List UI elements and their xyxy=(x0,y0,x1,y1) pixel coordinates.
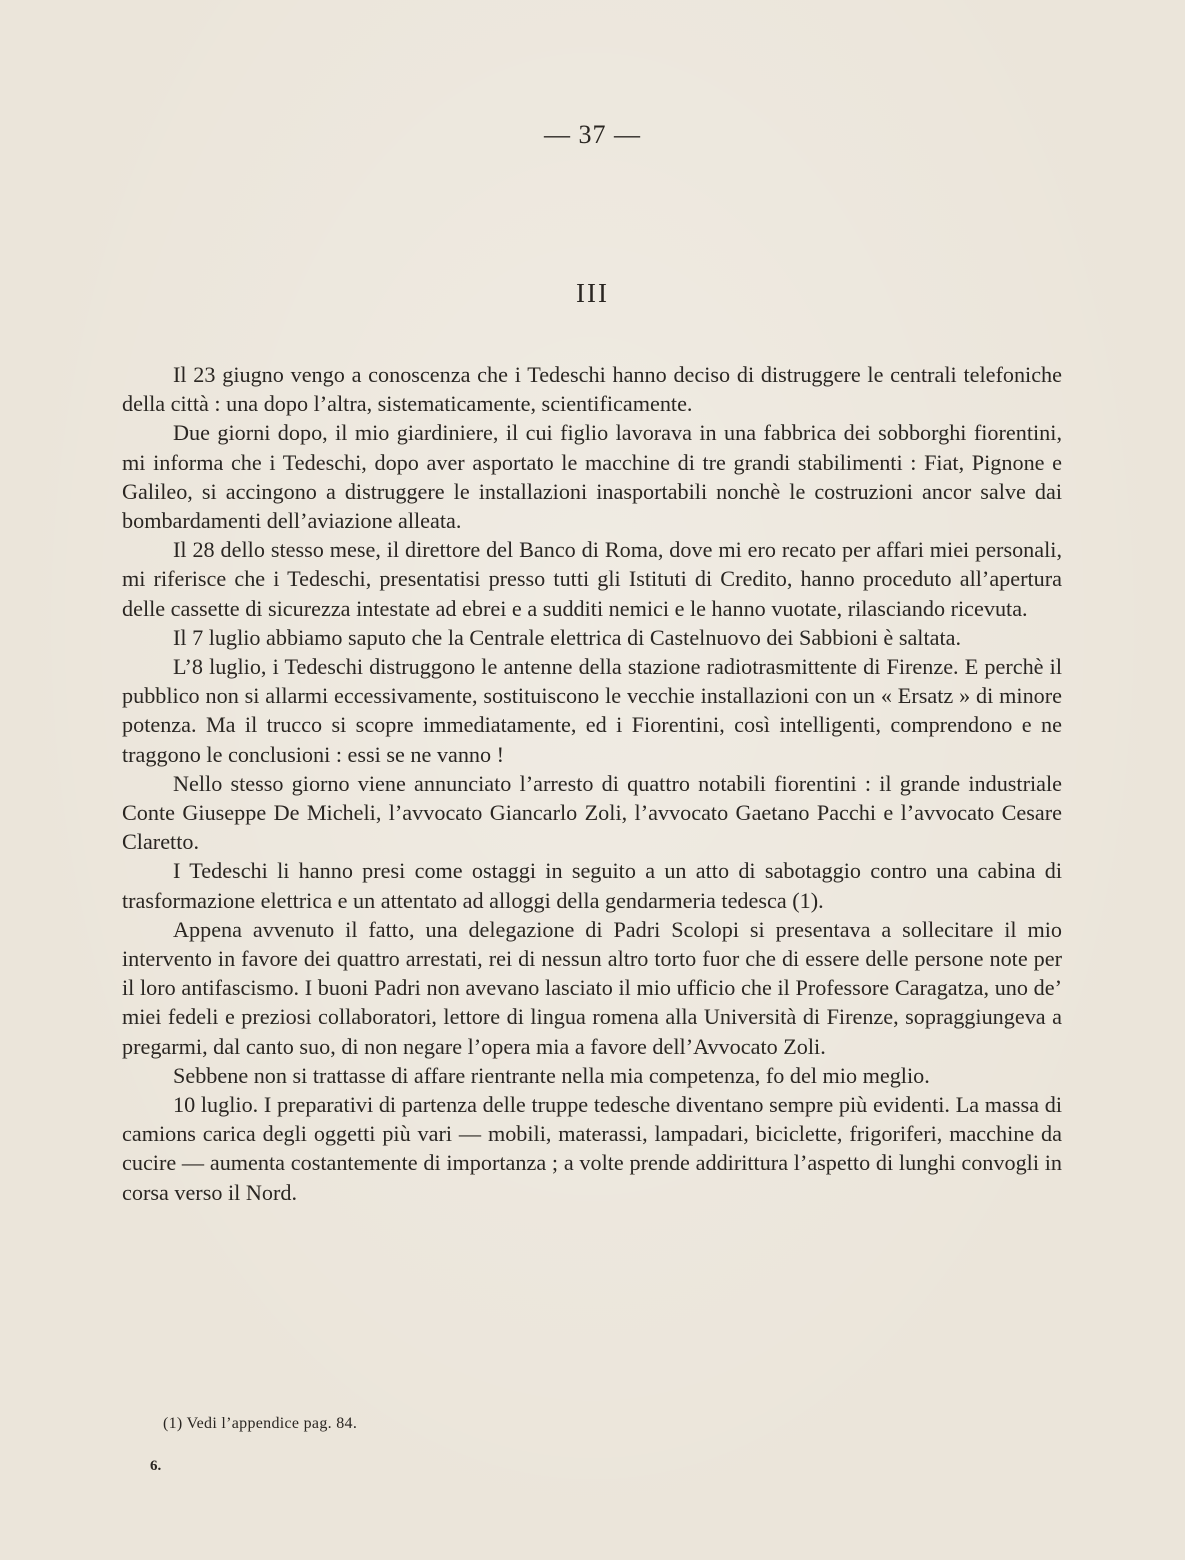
chapter-title: III xyxy=(576,278,609,308)
paragraph: Il 28 dello stesso mese, il direttore del Banco di Roma, dove mi ero recato per affari miei personali, mi riferisce che i Tedeschi, presentatisi presso tutti gli Istituti di Credito, hanno proceduto all’apertura delle cassette di sicurezza intestate ad ebrei e a sudditi nemici e le hanno vuotate, rilasciando ricevuta. xyxy=(122,537,1062,621)
paragraph: Sebbene non si trattasse di affare rientrante nella mia competenza, fo del mio meglio. xyxy=(173,1062,930,1088)
paragraph: Due giorni dopo, il mio giardiniere, il cui figlio lavorava in una fabbrica dei sobborghi fiorentini, mi informa che i Tedeschi, dopo aver asportato le macchine di tre grandi stabilimenti : Fiat, Pignone e Galileo, si accingono a distruggere le installazioni inasportabili nonchè le costruzioni ancor salve dai bombardamenti dell’aviazione alleata. xyxy=(122,420,1062,534)
signature-mark: 6. xyxy=(150,1458,162,1474)
paragraph: I Tedeschi li hanno presi come ostaggi in seguito a un atto di sabotaggio contro una cabina di trasformazione elettrica e un attentato ad alloggi della gendarmeria tedesca (1). xyxy=(122,858,1062,913)
paragraph: Appena avvenuto il fatto, una delegazione di Padri Scolopi si presentava a sollecitare il mio intervento in favore dei quattro arrestati, rei di nessun altro torto fuor che di essere delle persone note per il loro antifascismo. I buoni Padri non avevano lasciato il mio ufficio che il Professore Caragatza, uno de’ miei fedeli e preziosi collaboratori, lettore di lingua romena alla Università di Firenze, sopraggiungeva a pregarmi, dal canto suo, di non negare l’opera mia a favore dell’Avvocato Zoli. xyxy=(122,916,1062,1059)
footnote: (1) Vedi l’appendice pag. 84. xyxy=(163,1415,358,1432)
page-number: — 37 — xyxy=(544,120,641,149)
paragraph: L’8 luglio, i Tedeschi distruggono le antenne della stazione radiotrasmittente di Firenze. E perchè il pubblico non si allarmi eccessivamente, sostituiscono le vecchie installazioni con un « Ersatz » di minore potenza. Ma il trucco si scopre immediatamente, ed i Fiorentini, così intelligenti, comprendono e ne traggono le conclusioni : essi se ne vanno ! xyxy=(122,654,1062,767)
paragraph: 10 luglio. I preparativi di partenza delle truppe tedesche diventano sempre più evidenti. La massa di camions carica degli oggetti più vari — mobili, materassi, lampadari, biciclette, frigoriferi, macchine da cucire — aumenta costantemente di importanza ; a volte prende addirittura l’aspetto di lunghi convogli in corsa verso il Nord. xyxy=(122,1092,1062,1205)
paragraph: Il 7 luglio abbiamo saputo che la Centrale elettrica di Castelnuovo dei Sabbioni è saltata. xyxy=(173,624,962,650)
paragraph: Nello stesso giorno viene annunciato l’arresto di quattro notabili fiorentini : il grande industriale Conte Giuseppe De Micheli, l’avvocato Giancarlo Zoli, l’avvocato Gaetano Pacchi e l’avvocato Cesare Claretto. xyxy=(122,770,1062,855)
body-text xyxy=(122,360,1062,1207)
paragraph: Il 23 giugno vengo a conoscenza che i Tedeschi hanno deciso di distruggere le centrali telefoniche della città : una dopo l’altra, sistematicamente, scientificamente. xyxy=(122,362,1062,417)
